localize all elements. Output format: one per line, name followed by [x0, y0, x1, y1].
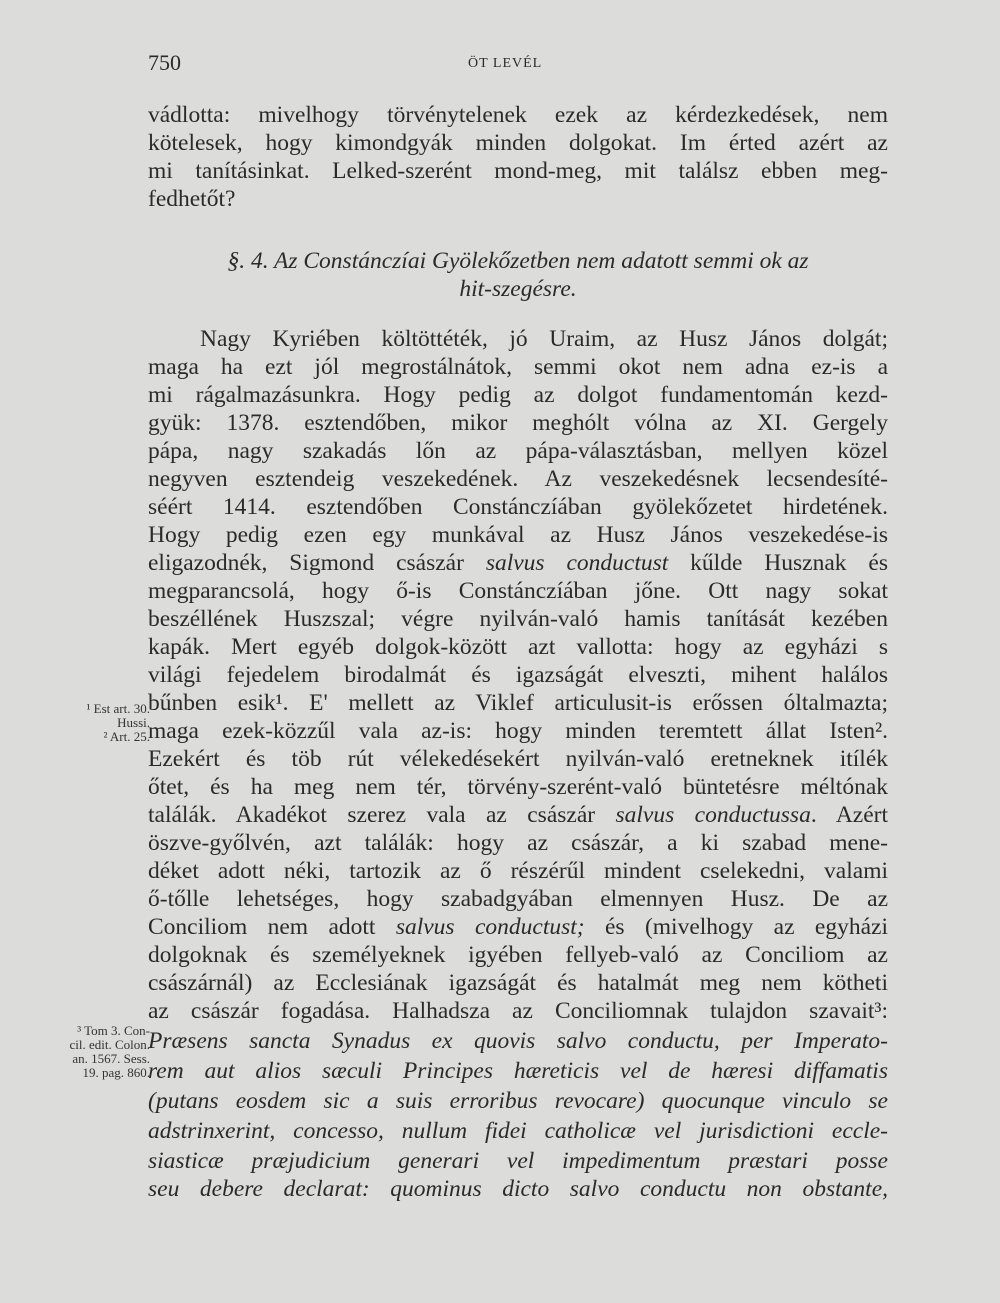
- text-line: [148, 466, 888, 493]
- text-line: [148, 382, 888, 409]
- text: pápa, nagy szakadás lőn az pápa-választásban, mellyen közel: [148, 438, 888, 464]
- text-line: [168, 248, 868, 275]
- text: mi rágalmazásunkra. Hogy pedig az dolgot fundamentomán kezd-: [148, 382, 888, 408]
- margin-note-line: cil. edit. Colon.: [69, 1037, 150, 1052]
- text-line: [148, 186, 888, 213]
- italic-text: salvus conductussa: [615, 802, 811, 828]
- text-line: [148, 914, 888, 941]
- text: Hogy pedig ezen egy munkával az Husz János veszekedése-is: [148, 522, 888, 548]
- text: császárnál) az Ecclesiának igazságát és hatalmát meg nem kötheti: [148, 970, 888, 996]
- text: . Azért: [810, 802, 889, 828]
- text: kűlde Husznak és: [668, 550, 888, 576]
- page-number: 750: [148, 50, 181, 75]
- margin-note-line: ² Art. 25.: [103, 729, 150, 744]
- text: és (mivelhogy az egyházi: [584, 914, 888, 940]
- italic-text: hit-szegésre.: [459, 276, 577, 302]
- text: kötelesek, hogy kimondgyák minden dolgokat. Im érted azért az: [148, 130, 888, 156]
- text: kapák. Mert egyéb dolgok-között azt vallotta: hogy az egyházi s: [148, 634, 888, 660]
- text: eligazodnék, Sigmond császár: [148, 550, 486, 576]
- margin-note-line: an. 1567. Sess.: [72, 1051, 150, 1066]
- text: déket adott néki, tartozik az ő részérűl mindent cselekedni, valami: [148, 858, 888, 884]
- text: vádlotta: mivelhogy törvénytelenek ezek az kérdezkedések, nem: [148, 102, 888, 128]
- running-head: ÖT LEVÉL: [468, 56, 543, 71]
- text: dolgoknak és személyeknek igyében fellyeb-való az Conciliom az: [148, 942, 888, 968]
- text-line: [148, 1058, 888, 1085]
- text-line: [148, 1088, 888, 1115]
- text: maga ezek-közzűl vala az-is: hogy minden teremtett állat Isten².: [148, 718, 888, 744]
- text-line: [148, 662, 888, 689]
- text-line: [148, 998, 888, 1025]
- margin-note-line: ¹ Est art. 30.: [86, 701, 150, 716]
- text-line: [148, 578, 888, 605]
- text: megparancsolá, hogy ő-is Constánczíában jőne. Ott nagy sokat: [148, 578, 888, 604]
- margin-note-line: Hussi.: [117, 715, 150, 730]
- italic-text: salvus conductust;: [395, 914, 585, 940]
- italic-text: rem aut alios sæculi Principes hæreticis vel de hæresi diffamatis: [148, 1058, 888, 1084]
- text-line: [148, 102, 888, 129]
- text-line: [148, 438, 888, 465]
- text: találák. Akadékot szerez vala az császár: [148, 802, 616, 828]
- text: maga ha ezt jól megrostálnátok, semmi okot nem adna ez-is a: [148, 354, 888, 380]
- text-line: [148, 1028, 888, 1055]
- text-line: [148, 718, 888, 745]
- text-line: [148, 494, 888, 521]
- text-line: [148, 522, 888, 549]
- italic-text: §. 4. Az Constánczíai Gyölekőzetben nem adatott semmi ok az: [227, 248, 809, 274]
- text-line: [148, 410, 888, 437]
- text-line: [148, 886, 888, 913]
- text-line: [148, 970, 888, 997]
- margin-note-footnotes-1-2: [87, 702, 150, 744]
- text-line: [148, 858, 888, 885]
- text-line: [148, 550, 888, 577]
- text-line: [148, 606, 888, 633]
- text-line: [148, 830, 888, 857]
- text: gyük: 1378. esztendőben, mikor meghólt vólna az XI. Gergely: [148, 410, 888, 436]
- text: fedhetőt?: [148, 186, 236, 212]
- italic-text: (putans eosdem sic a suis erroribus revocare) quocunque vinculo se: [148, 1088, 888, 1114]
- text: bűnben esik¹. E' mellett az Viklef articulusit-is erőssen óltalmazta;: [148, 690, 888, 716]
- text-line: [148, 774, 888, 801]
- text-line: [148, 354, 888, 381]
- text: Conciliom nem adott: [148, 914, 396, 940]
- text: öszve-győlvén, azt találák: hogy az császár, a ki szabad mene-: [148, 830, 888, 856]
- text: őtet, és ha meg nem tér, törvény-szerént-való büntetésre méltónak: [148, 774, 888, 800]
- italic-text: Præsens sancta Synadus ex quovis salvo conductu, per Imperato-: [148, 1028, 888, 1054]
- text-line: [148, 1176, 888, 1203]
- italic-text: seu debere declarat: quominus dicto salvo conductu non obstante,: [148, 1176, 888, 1202]
- text: világi fejedelem birodalmát és igazságát elveszti, mihent halálos: [148, 662, 888, 688]
- margin-note-footnote-3: [69, 1024, 150, 1080]
- text: mi tanításinkat. Lelked-szerént mond-meg, mit találsz ebben meg-: [148, 158, 888, 184]
- text-line: [148, 746, 888, 773]
- margin-note-line: ³ Tom 3. Con-: [77, 1023, 150, 1038]
- italic-text: siasticæ præjudicium generari vel impedimentum præstari posse: [148, 1148, 888, 1174]
- text: ő-tőlle lehetséges, hogy szabadgyában elmennyen Husz. De az: [148, 886, 888, 912]
- text: Nagy Kyriében költöttéték, jó Uraim, az Husz János dolgát;: [200, 326, 888, 352]
- italic-text: adstrinxerint, concesso, nullum fidei catholicæ vel jurisdictioni eccle-: [148, 1118, 888, 1144]
- text: beszéllének Huszszal; végre nyilván-való hamis tanítását kezében: [148, 606, 888, 632]
- text-line: [148, 802, 888, 829]
- text-line: [148, 634, 888, 661]
- italic-text: salvus conductust: [485, 550, 669, 576]
- text: Ezekért és töb rút vélekedésekért nyilván-való eretneknek itílék: [148, 746, 888, 772]
- text-line: [148, 1148, 888, 1175]
- text-line: [148, 158, 888, 185]
- page-header: [148, 50, 888, 80]
- text-line: [200, 326, 888, 353]
- text-line: [148, 276, 888, 303]
- text-line: [148, 130, 888, 157]
- text: az császár fogadása. Halhadsza az Conciliomnak tulajdon szavait³:: [148, 998, 888, 1024]
- text: séért 1414. esztendőben Constánczíában gyölekőzetet hirdetének.: [148, 494, 888, 520]
- text: negyven esztendeig veszekedének. Az veszekedésnek lecsendesíté-: [148, 466, 888, 492]
- margin-note-line: 19. pag. 860.: [82, 1065, 150, 1080]
- text-line: [148, 1118, 888, 1145]
- text-line: [148, 690, 888, 717]
- text-line: [148, 942, 888, 969]
